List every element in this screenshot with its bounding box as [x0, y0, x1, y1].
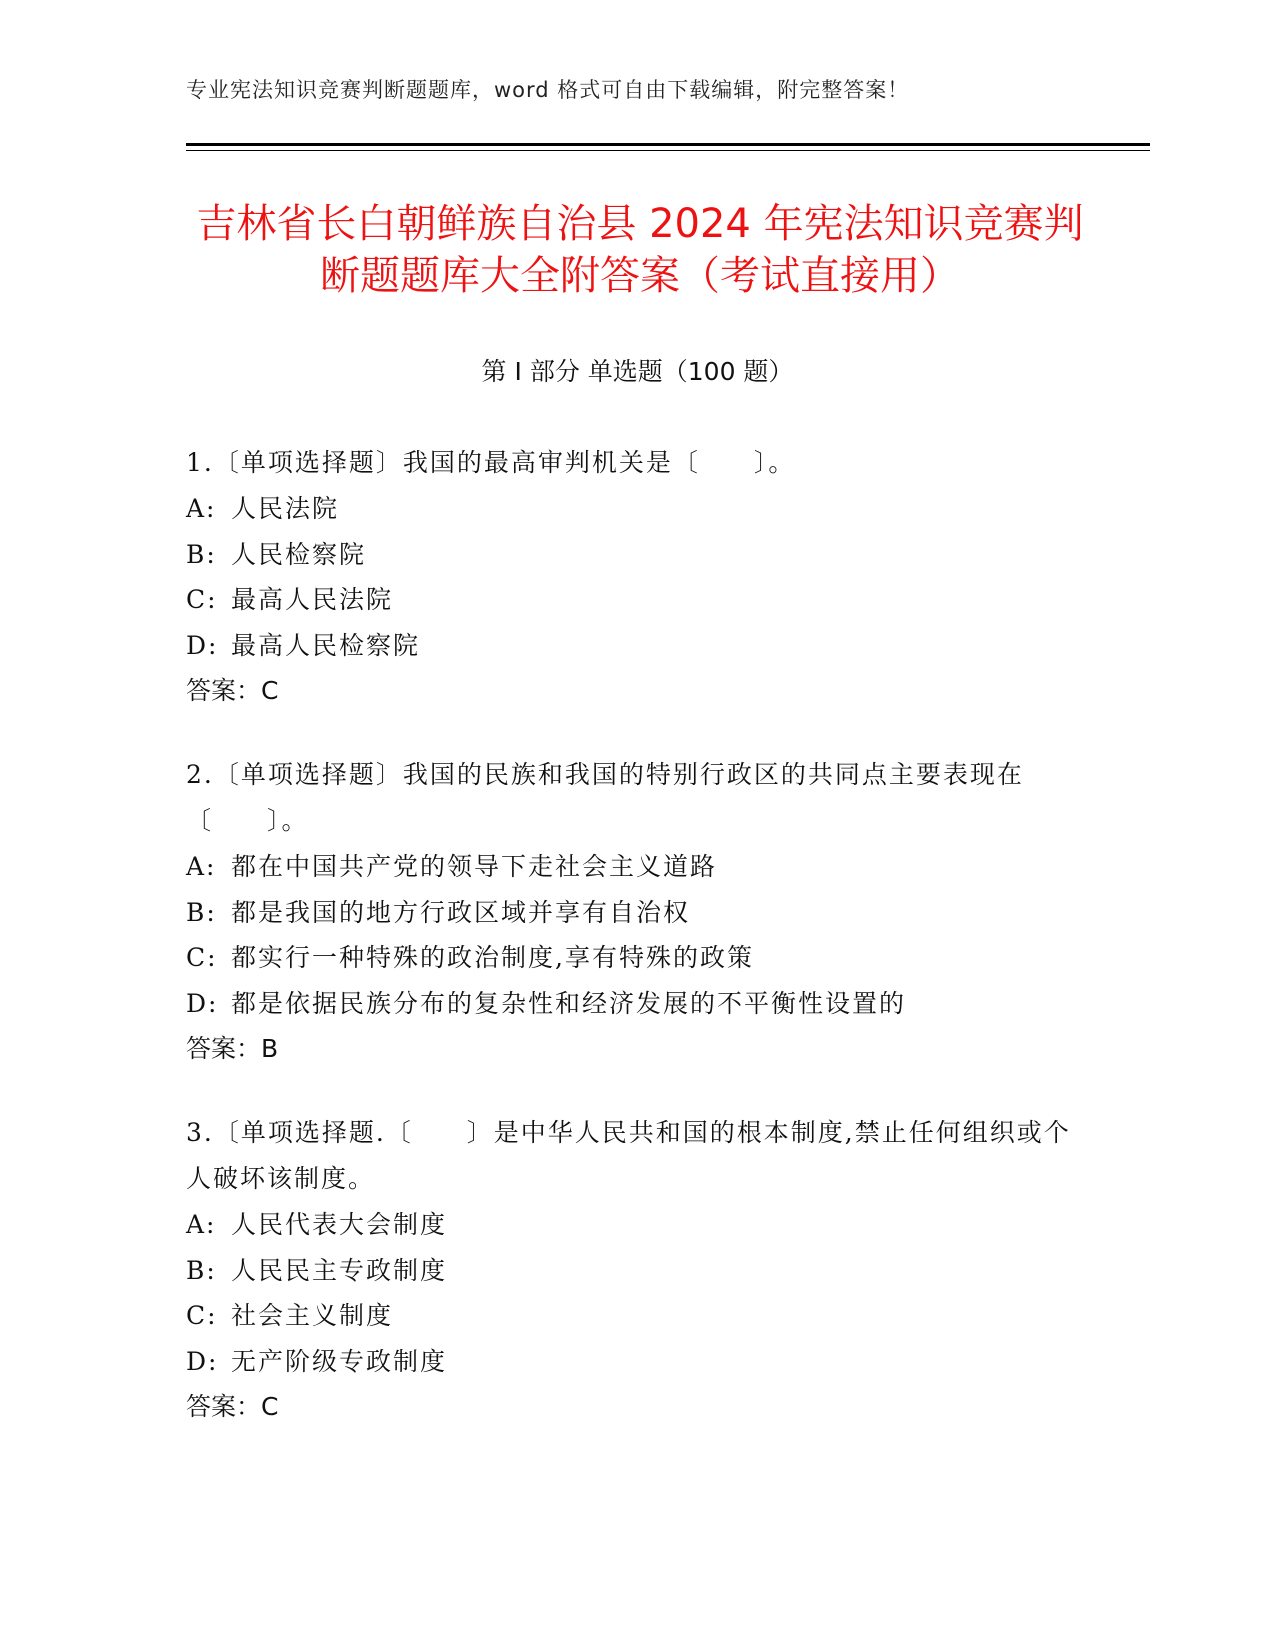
option-c — [186, 1293, 1086, 1339]
answer: 答案：C — [186, 676, 279, 705]
option-key: C: — [186, 943, 218, 972]
option-a — [186, 844, 1086, 890]
option-d — [186, 1339, 1086, 1385]
option-text: 人民法院 — [231, 494, 340, 523]
question-3 — [186, 1110, 1086, 1430]
option-key: D: — [186, 988, 219, 1018]
option-text: 都在中国共产党的领导下走社会主义道路 — [231, 852, 718, 881]
option-key: A: — [186, 1210, 217, 1239]
question-text: 1.〔单项选择题〕我国的最高审判机关是〔 〕。 — [186, 448, 796, 477]
option-key: B: — [186, 897, 217, 927]
option-d — [186, 623, 1086, 669]
option-text: 人民民主专政制度 — [231, 1255, 448, 1285]
section-title: 第 I 部分 单选题（100 题） — [481, 357, 794, 386]
option-key: D: — [186, 630, 219, 660]
option-d — [186, 981, 1086, 1027]
option-text: 最高人民检察院 — [231, 630, 421, 660]
answer: 答案：C — [186, 1392, 279, 1421]
question-text: 2.〔单项选择题〕我国的民族和我国的特别行政区的共同点主要表现在〔 〕。 — [186, 760, 1024, 835]
page-header: 专业宪法知识竞赛判断题题库，word 格式可自由下载编辑，附完整答案！ — [186, 78, 910, 102]
question-1 — [186, 440, 1086, 714]
option-text: 都是依据民族分布的复杂性和经济发展的不平衡性设置的 — [231, 988, 907, 1018]
option-key: B: — [186, 539, 217, 569]
option-a — [186, 1202, 1086, 1248]
question-text: 3.〔单项选择题.〔 〕是中华人民共和国的根本制度,禁止任何组织或个人破坏该制度。 — [186, 1118, 1071, 1193]
option-text: 最高人民法院 — [231, 585, 394, 614]
header-rule-thick — [186, 143, 1150, 146]
option-text: 都实行一种特殊的政治制度,享有特殊的政策 — [231, 943, 754, 972]
option-key: A: — [186, 494, 217, 523]
header-rule-thin — [186, 150, 1150, 151]
answer: 答案：B — [186, 1034, 279, 1063]
document-title: 吉林省长白朝鲜族自治县 2024 年宪法知识竞赛判断题题库大全附答案（考试直接用） — [196, 201, 1084, 299]
option-b — [186, 1248, 1086, 1294]
option-text: 人民检察院 — [231, 539, 367, 569]
option-key: A: — [186, 852, 217, 881]
option-b — [186, 532, 1086, 578]
option-b — [186, 890, 1086, 936]
question-2 — [186, 752, 1086, 1072]
option-c — [186, 935, 1086, 981]
option-key: C: — [186, 585, 218, 614]
option-text: 社会主义制度 — [231, 1301, 394, 1330]
option-text: 无产阶级专政制度 — [231, 1346, 448, 1376]
option-key: D: — [186, 1346, 219, 1376]
question-list — [186, 440, 1086, 1468]
option-text: 都是我国的地方行政区域并享有自治权 — [231, 897, 691, 927]
option-key: C: — [186, 1301, 218, 1330]
option-c — [186, 577, 1086, 623]
option-text: 人民代表大会制度 — [231, 1210, 448, 1239]
option-key: B: — [186, 1255, 217, 1285]
option-a — [186, 486, 1086, 532]
